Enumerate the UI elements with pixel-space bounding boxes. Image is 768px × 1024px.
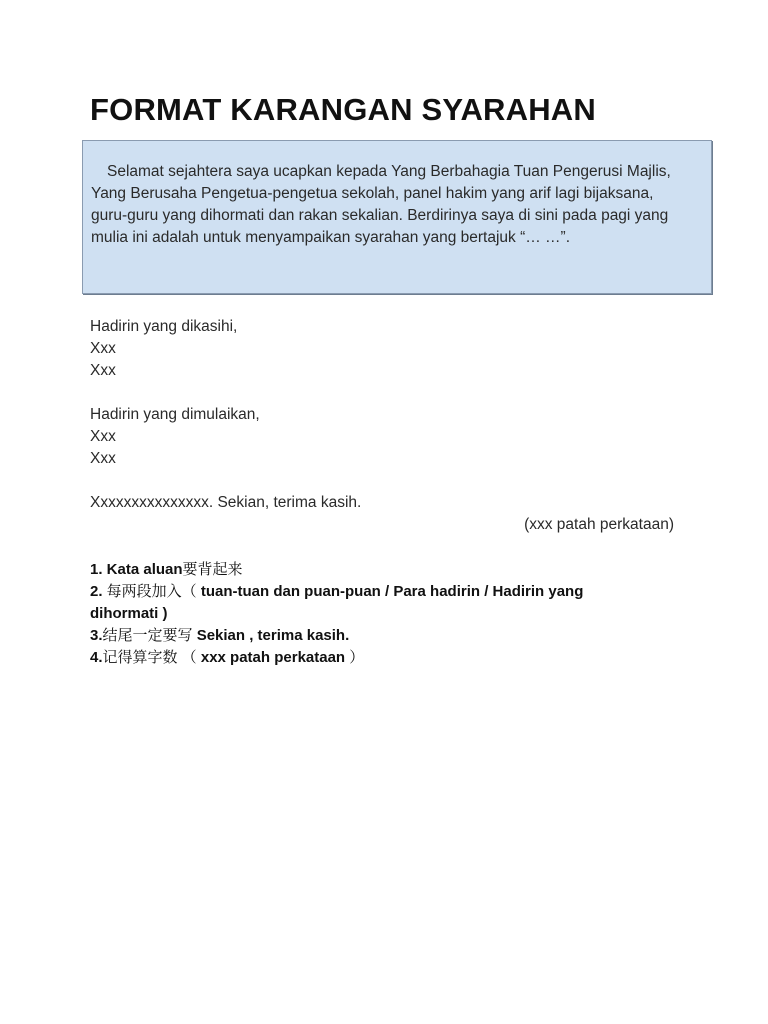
section1-line: Xxx — [90, 340, 116, 357]
note-text: tuan-tuan dan puan-puan / Para hadirin / Hadirin yang dihormati ) — [90, 583, 584, 622]
note-number: 3. — [90, 627, 103, 644]
note-item — [90, 647, 650, 669]
note-text: 记得算字数 （ — [102, 649, 201, 666]
note-text: 结尾一定要写 — [102, 627, 197, 644]
note-item — [90, 581, 650, 625]
note-item — [90, 559, 650, 581]
note-number: 1. — [90, 561, 103, 578]
opening-greeting-box — [82, 140, 712, 294]
note-text: Sekian , terima kasih. — [196, 627, 350, 644]
closing-line: Xxxxxxxxxxxxxxx. Sekian, terima kasih. — [90, 494, 362, 511]
spacer — [90, 382, 690, 404]
section2-line: Xxx — [90, 428, 116, 445]
word-count-note: (xxx patah perkataan) — [524, 516, 674, 533]
note-number: 4. — [90, 649, 103, 666]
spacer — [90, 470, 690, 492]
speech-body — [90, 316, 690, 536]
note-text: 要背起来 — [182, 561, 243, 578]
note-text: ） — [345, 649, 365, 666]
section1-line: Xxx — [90, 362, 116, 379]
note-text: xxx patah perkataan — [200, 649, 346, 666]
note-text: Kata aluan — [102, 561, 183, 578]
note-text: 每两段加入（ — [102, 583, 197, 600]
section2-heading: Hadirin yang dimulaikan, — [90, 406, 260, 423]
notes-list — [90, 559, 650, 669]
opening-greeting-text: Selamat sejahtera saya ucapkan kepada Yang Berbahagia Tuan Pengerusi Majlis, Yang Berusaha Pengetua-pengetua sekolah, panel hakim yang arif lagi bijaksana, guru-guru yang dihormati dan rakan sekalian. Berdirinya saya di sini pada pagi yang mulia ini adalah untuk menyampaikan syarahan yang bertajuk “… …”. — [91, 163, 671, 246]
note-item — [90, 625, 650, 647]
note-number: 2. — [90, 583, 103, 600]
section1-heading: Hadirin yang dikasihi, — [90, 318, 238, 335]
document-title: FORMAT KARANGAN SYARAHAN — [90, 92, 596, 127]
section2-line: Xxx — [90, 450, 116, 467]
